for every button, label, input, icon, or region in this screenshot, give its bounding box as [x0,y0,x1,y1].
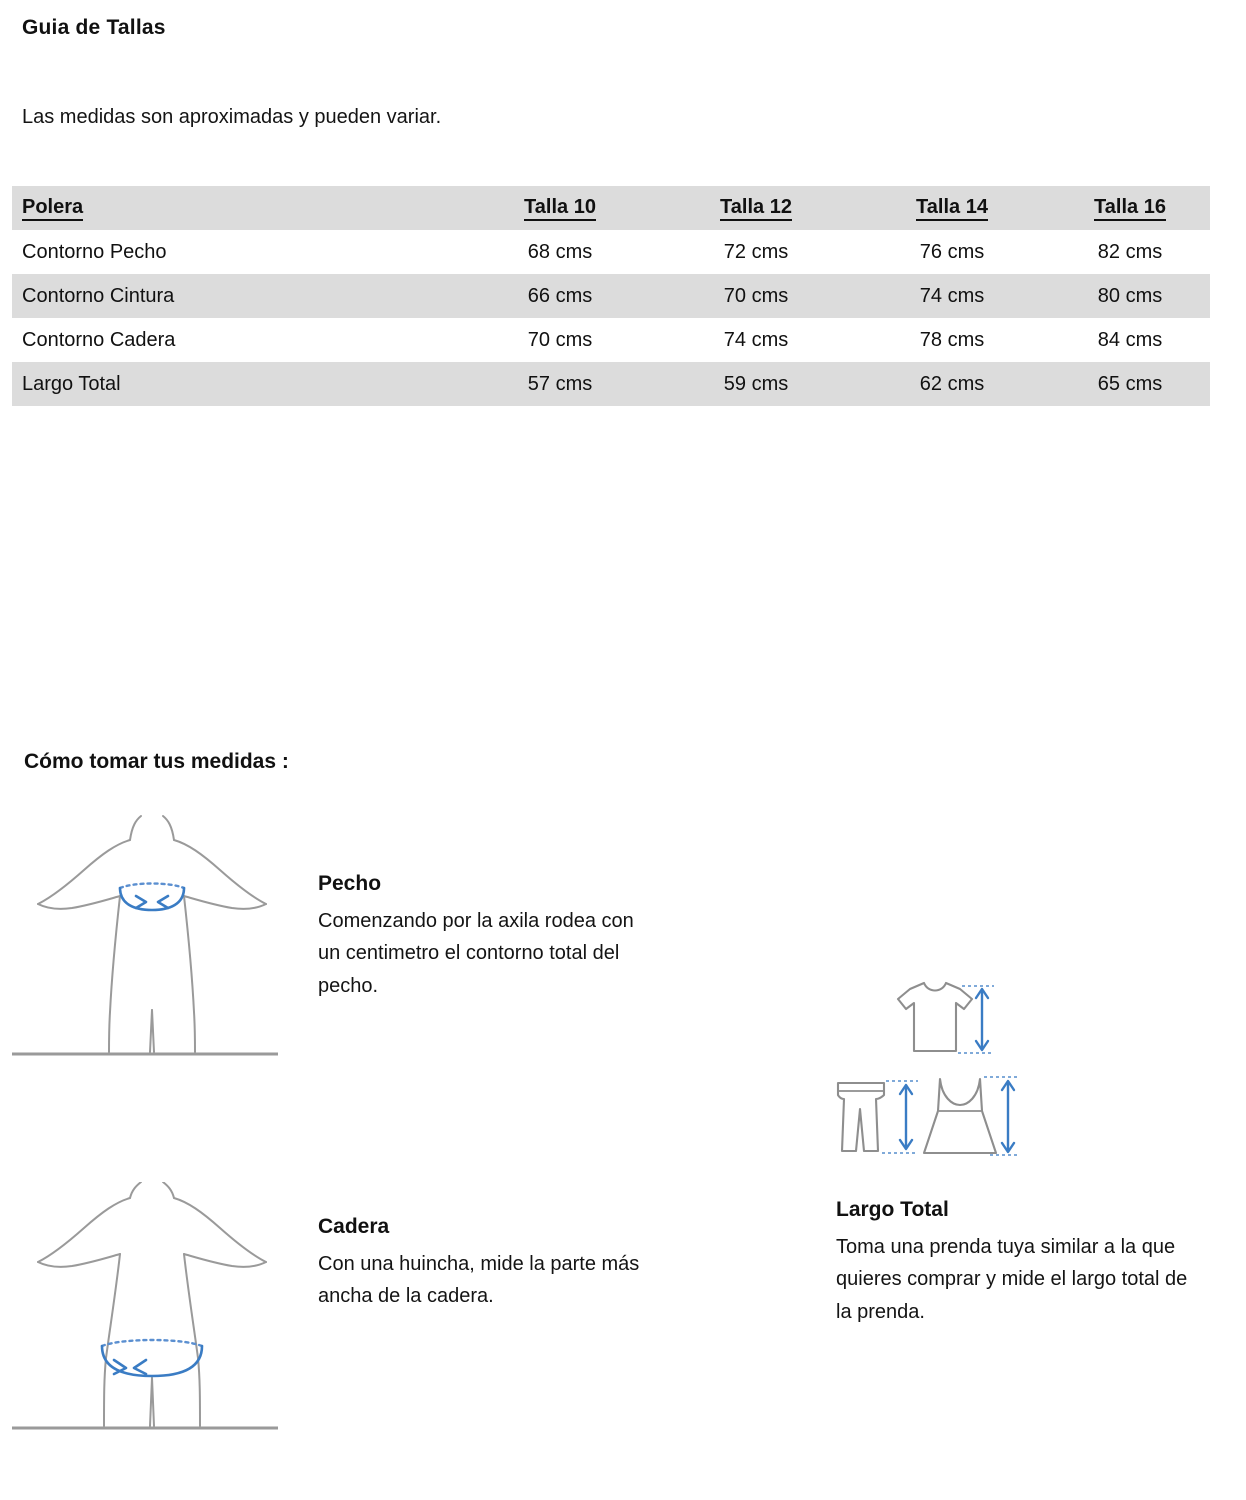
row-label-contorno-cintura: Contorno Cintura [22,284,175,307]
measure-block-cadera [318,1215,648,1313]
measure-block-pecho-body: Comenzando por la axila rodea con un centimetro el contorno total del pecho. [318,910,634,997]
table-row [12,274,1210,318]
cell-contorno-pecho-talla-14: 76 cms [919,240,985,263]
how-to-measure-title: Cómo tomar tus medidas : [24,750,289,773]
table-header-size-10 [462,186,658,230]
measurements-disclaimer: Las medidas son aproximadas y pueden variar. [22,106,442,128]
cell-largo-total-talla-16: 65 cms [1097,372,1163,395]
measure-arrow-right-icon [136,896,146,908]
measure-block-cadera-body: Con una huincha, mide la parte más ancha de la cadera. [318,1253,640,1308]
cell-contorno-cintura-talla-16: 80 cms [1097,284,1163,307]
table-header-size-10-label: Talla 10 [524,197,596,221]
dress-icon [924,1079,996,1153]
cell-contorno-pecho-talla-10: 68 cms [527,240,593,263]
cell-contorno-cadera-talla-12: 74 cms [723,328,789,351]
measure-block-largo-total [836,1198,1196,1328]
torso-chest-icon [10,812,294,1070]
measure-tape-dashed [102,1340,202,1346]
table-header-size-14-label: Talla 14 [916,197,988,221]
pants-icon [838,1083,884,1151]
table-header-size-12 [658,186,854,230]
table-row [12,362,1210,406]
torso-chest-measure-figure [10,812,294,1070]
measure-block-pecho [318,872,648,1002]
cell-contorno-pecho-talla-12: 72 cms [723,240,789,263]
table-header-size-14 [854,186,1050,230]
cell-contorno-cadera-talla-10: 70 cms [527,328,593,351]
cell-largo-total-talla-12: 59 cms [723,372,789,395]
cell-largo-total-talla-14: 62 cms [919,372,985,395]
table-row [12,230,1210,274]
size-table-header-row [12,186,1210,230]
cell-contorno-cintura-talla-14: 74 cms [919,284,985,307]
table-row [12,318,1210,362]
garments-length-figure [826,975,1056,1170]
row-label-largo-total: Largo Total [22,372,121,395]
size-table [12,186,1210,406]
torso-hip-measure-figure [10,1182,294,1452]
table-header-size-12-label: Talla 12 [720,197,792,221]
measure-block-pecho-title: Pecho [318,872,382,895]
measure-arrow-left-icon [134,1360,146,1374]
table-header-size-16-label: Talla 16 [1094,197,1166,221]
size-table-header [12,186,1210,230]
table-header-category [12,186,462,230]
table-header-category-label: Polera [22,197,83,221]
measure-arrow-left-icon [158,896,168,908]
measure-tape-solid [120,888,184,910]
size-table-container [12,186,1210,406]
measure-block-cadera-title: Cadera [318,1215,390,1238]
tshirt-icon [898,983,972,1051]
size-table-body [12,230,1210,406]
table-header-size-16 [1050,186,1210,230]
row-label-contorno-pecho: Contorno Pecho [22,240,167,263]
cell-contorno-cadera-talla-14: 78 cms [919,328,985,351]
cell-contorno-cadera-talla-16: 84 cms [1097,328,1163,351]
torso-hip-icon [10,1182,294,1452]
cell-contorno-pecho-talla-16: 82 cms [1097,240,1163,263]
measure-tape-dashed [120,884,184,889]
measure-block-largo-total-body: Toma una prenda tuya similar a la que quieres comprar y mide el largo total de la prenda. [836,1236,1188,1323]
cell-largo-total-talla-10: 57 cms [527,372,593,395]
row-label-contorno-cadera: Contorno Cadera [22,328,176,351]
page-title: Guia de Tallas [22,16,166,39]
garments-length-icon-group [826,975,1056,1170]
cell-contorno-cintura-talla-10: 66 cms [527,284,593,307]
cell-contorno-cintura-talla-12: 70 cms [723,284,789,307]
measure-block-largo-total-title: Largo Total [836,1198,949,1221]
